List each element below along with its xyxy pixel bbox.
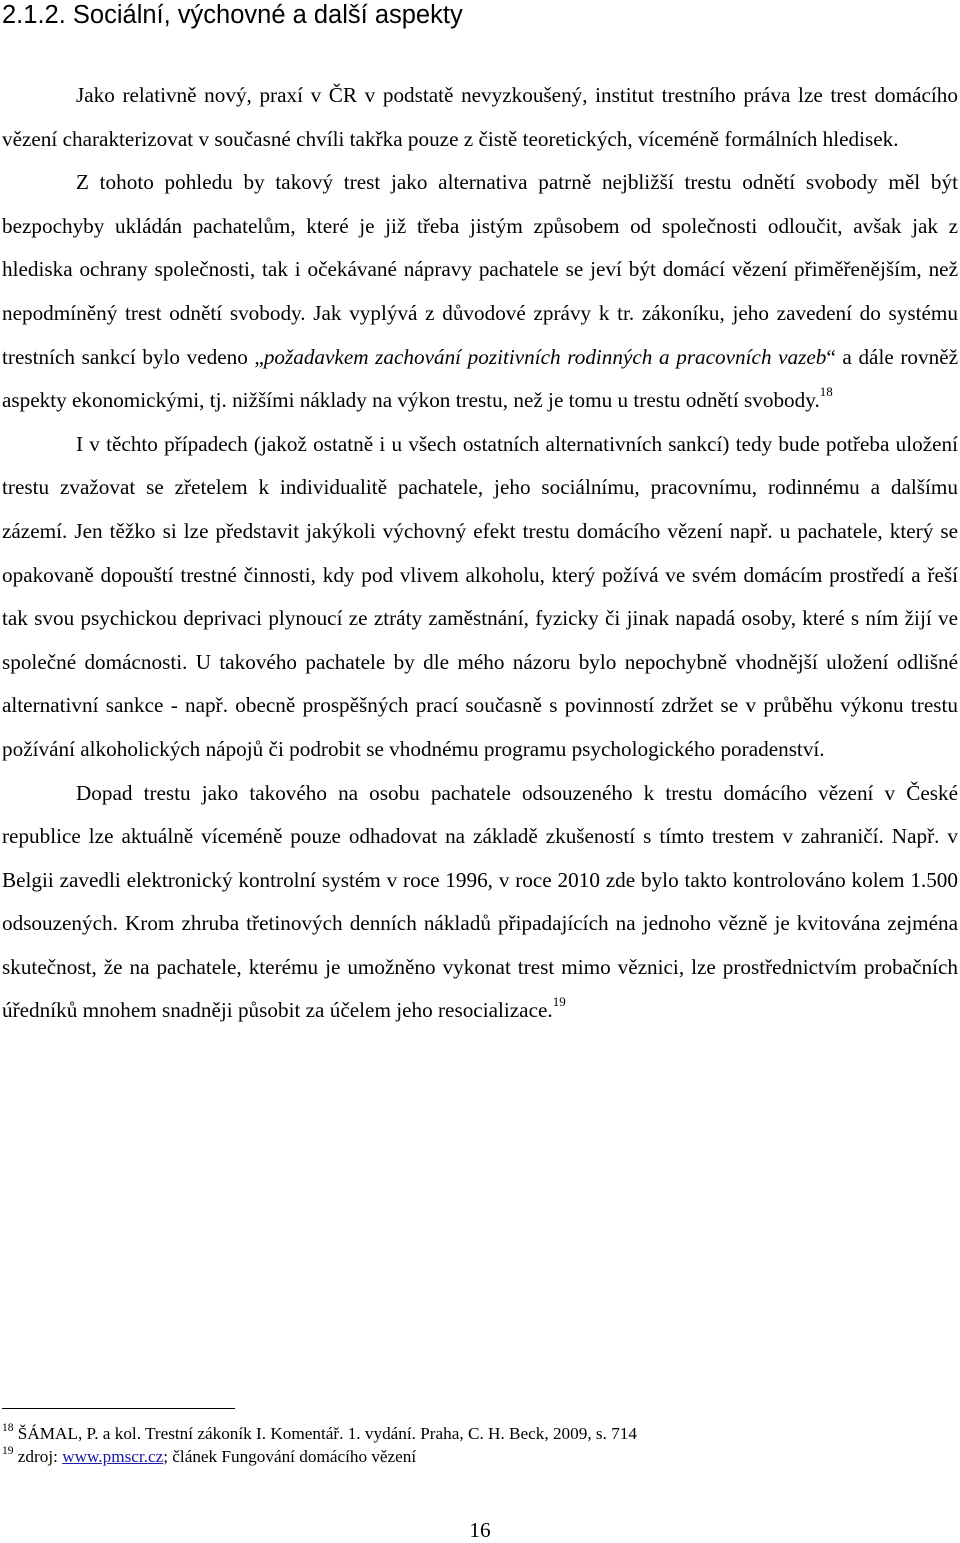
footnote-source-label: zdroj: bbox=[17, 1447, 63, 1466]
paragraph-1: Jako relativně nový, praxí v ČR v podstatě nevyzkoušený, institut trestního práva lze trest domácího vězení charakterizovat v současné chvíli takřka pouze z čistě teoretických, víceméně formálních hledisek. bbox=[2, 83, 958, 151]
footnote-number: 18 bbox=[2, 1422, 14, 1434]
page-number: 16 bbox=[469, 1518, 491, 1542]
paragraph-4 bbox=[2, 772, 958, 1034]
paragraph-2 bbox=[2, 161, 958, 423]
section-heading bbox=[2, 0, 463, 32]
footnote-19 bbox=[2, 1445, 942, 1468]
footnotes bbox=[2, 1422, 942, 1468]
footnote-separator bbox=[2, 1408, 235, 1409]
paragraph-2-text: Z tohoto pohledu by takový trest jako alternativa patrně nejbližší trestu odnětí svobody měl být bezpochyby ukládán pachatelům, které je již třeba jistým způsobem od společnosti odloučit, avšak jak z hlediska ochrany společnosti, tak i očekávané nápravy pachatele se jeví být domácí vězení přiměřenějším, než nepodmíněný trest odnětí svobody. Jak vyplývá z důvodové zprávy k tr. zákoníku, jeho zavedení do systému trestních sankcí bylo vedeno „ bbox=[2, 170, 958, 369]
footnote-18 bbox=[2, 1422, 942, 1445]
paragraph-4-text: Dopad trestu jako takového na osobu pachatele odsouzeného k trestu domácího vězení v České republice lze aktuálně víceméně pouze odhadovat na základě zkušeností s tímto trestem v zahraničí. Např. v Belgii zavedli elektronický kontrolní systém v roce 1996, v roce 2010 zde bylo takto kontrolováno kolem 1.500 odsouzených. Krom zhruba třetinových denních nákladů připadajících na jednoho vězně je kvitována zejména skutečnost, že na pachatele, kterému je umožněno vykonat trest mimo věznici, lze prostřednictvím probačních úředníků mnohem snadněji působit za účelem jeho resocializace. bbox=[2, 780, 958, 1023]
footnote-link[interactable]: www.pmscr.cz bbox=[62, 1447, 164, 1466]
section-number: 2.1.2. bbox=[2, 1, 66, 29]
footnote-text: ŠÁMAL, P. a kol. Trestní zákoník I. Komentář. 1. vydání. Praha, C. H. Beck, 2009, s. 714 bbox=[17, 1424, 637, 1443]
section-title: Sociální, výchovné a další aspekty bbox=[72, 1, 463, 29]
footnote-text: ; článek Fungování domácího vězení bbox=[163, 1447, 417, 1466]
footnote-reference-19[interactable]: 19 bbox=[552, 994, 566, 1010]
body-text bbox=[2, 74, 958, 1033]
quoted-phrase: požadavkem zachování pozitivních rodinných a pracovních vazeb bbox=[263, 344, 827, 369]
paragraph-2-text-end: “ a dále rovněž aspekty ekonomickými, tj. nižšími náklady na výkon trestu, než je tomu u trestu odnětí svobody. bbox=[2, 344, 958, 413]
footnote-reference-18[interactable]: 18 bbox=[819, 384, 833, 400]
footnote-number: 19 bbox=[2, 1445, 14, 1457]
paragraph-3: I v těchto případech (jakož ostatně i u všech ostatních alternativních sankcí) tedy bude potřeba uložení trestu zvažovat se zřetelem k individualitě pachatele, jeho sociálnímu, pracovnímu, rodinnému a dalšímu zázemí. Jen těžko si lze představit jakýkoli výchovný efekt trestu domácího vězení např. u pachatele, který se opakovaně dopouští trestné činnosti, kdy pod vlivem alkoholu, který požívá ve svém domácím prostředí a řeší tak svou psychickou deprivaci plynoucí ze ztráty zaměstnání, fyzicky či jinak napadá osoby, které s ním žijí ve společné domácnosti. U takového pachatele by dle mého názoru bylo nepochybně vhodnější uložení odlišné alternativní sankce - např. obecně prospěšných prací současně s povinností zdržet se v průběhu výkonu trestu požívání alkoholických nápojů či podrobit se vhodnému programu psychologického poradenství. bbox=[2, 431, 958, 761]
